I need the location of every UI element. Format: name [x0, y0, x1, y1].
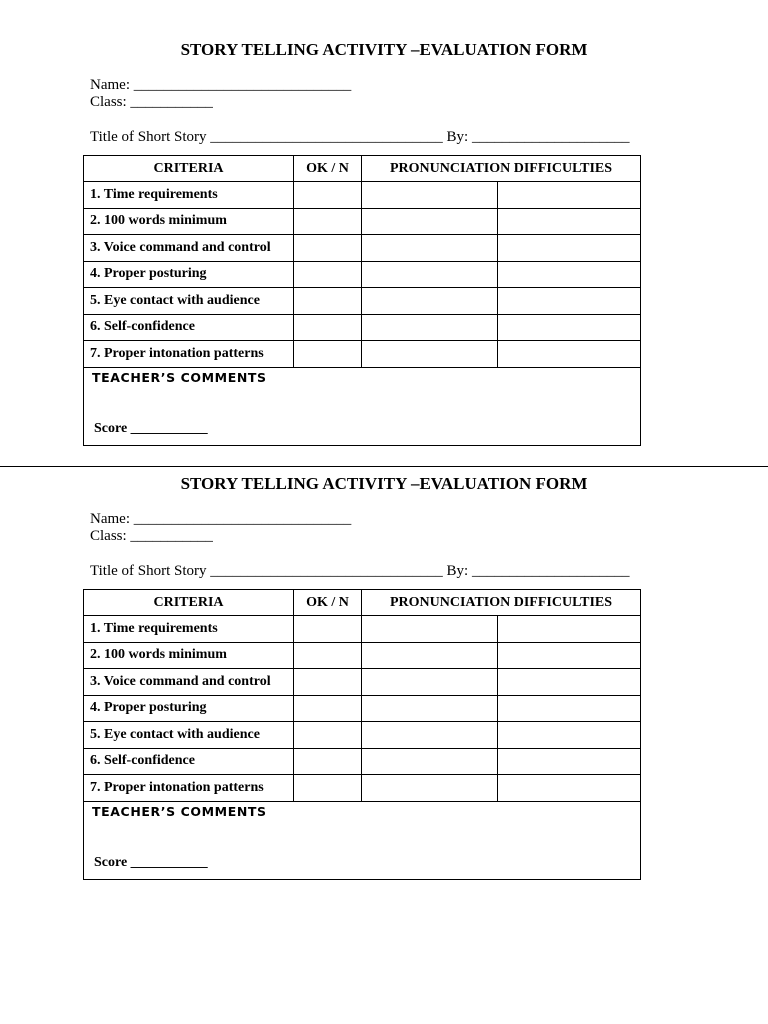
- criterion-label: 3. Voice command and control: [84, 235, 294, 262]
- table-row: [84, 235, 641, 262]
- ok-cell: [294, 314, 362, 341]
- score-field: Score ___________: [94, 854, 208, 870]
- name-field: Name: _____________________________: [90, 77, 352, 93]
- pronunciation-cell: [362, 642, 498, 669]
- pronunciation-cell: [362, 695, 498, 722]
- table-row: [84, 182, 641, 209]
- criterion-label: 4. Proper posturing: [84, 695, 294, 722]
- ok-cell: [294, 182, 362, 209]
- form-title: STORY TELLING ACTIVITY –EVALUATION FORM: [180, 474, 588, 493]
- pronunciation-header: PRONUNCIATION DIFFICULTIES: [362, 590, 641, 616]
- pronunciation-cell: [362, 261, 498, 288]
- criterion-label: 4. Proper posturing: [84, 261, 294, 288]
- criterion-label: 7. Proper intonation patterns: [84, 775, 294, 802]
- ok-header: OK / N: [294, 156, 362, 182]
- criterion-label: 1. Time requirements: [84, 182, 294, 209]
- teacher-comments-label: TEACHER’S COMMENTS: [92, 803, 267, 819]
- table-row: [84, 695, 641, 722]
- name-field: Name: _____________________________: [90, 511, 352, 527]
- pronunciation-cell: [362, 748, 498, 775]
- pronunciation-cell: [498, 261, 641, 288]
- criterion-label: 6. Self-confidence: [84, 748, 294, 775]
- criterion-label: 2. 100 words minimum: [84, 208, 294, 235]
- pronunciation-cell: [362, 235, 498, 262]
- criteria-table: [83, 155, 641, 446]
- table-row: [84, 616, 641, 643]
- criterion-label: 6. Self-confidence: [84, 314, 294, 341]
- criteria-header: CRITERIA: [84, 156, 294, 182]
- criterion-label: 5. Eye contact with audience: [84, 722, 294, 749]
- pronunciation-cell: [498, 314, 641, 341]
- pronunciation-cell: [498, 695, 641, 722]
- table-header-row: [84, 156, 641, 182]
- ok-cell: [294, 616, 362, 643]
- ok-cell: [294, 208, 362, 235]
- criteria-header: CRITERIA: [84, 590, 294, 616]
- ok-cell: [294, 341, 362, 368]
- ok-cell: [294, 748, 362, 775]
- criterion-label: 3. Voice command and control: [84, 669, 294, 696]
- pronunciation-cell: [498, 235, 641, 262]
- page-divider: [0, 466, 768, 467]
- table-header-row: [84, 590, 641, 616]
- teacher-comments-label: TEACHER’S COMMENTS: [92, 369, 267, 385]
- ok-cell: [294, 261, 362, 288]
- pronunciation-cell: [362, 341, 498, 368]
- table-row: [84, 288, 641, 315]
- table-row: [84, 775, 641, 802]
- pronunciation-cell: [498, 775, 641, 802]
- comments-row: [84, 801, 641, 879]
- criterion-label: 1. Time requirements: [84, 616, 294, 643]
- table-row: [84, 642, 641, 669]
- ok-cell: [294, 288, 362, 315]
- class-field: Class: ___________: [90, 528, 213, 544]
- story-title-field: Title of Short Story _______________________________ By: _____________________: [90, 563, 630, 579]
- pronunciation-cell: [362, 616, 498, 643]
- ok-cell: [294, 695, 362, 722]
- ok-cell: [294, 642, 362, 669]
- pronunciation-cell: [498, 341, 641, 368]
- table-row: [84, 341, 641, 368]
- pronunciation-cell: [362, 182, 498, 209]
- table-row: [84, 261, 641, 288]
- comments-cell: [84, 801, 641, 879]
- story-title-field: Title of Short Story _______________________________ By: _____________________: [90, 129, 630, 145]
- pronunciation-cell: [362, 314, 498, 341]
- pronunciation-cell: [498, 722, 641, 749]
- pronunciation-cell: [498, 616, 641, 643]
- form-title: STORY TELLING ACTIVITY –EVALUATION FORM: [180, 40, 588, 59]
- class-field: Class: ___________: [90, 94, 213, 110]
- pronunciation-cell: [362, 669, 498, 696]
- pronunciation-cell: [498, 669, 641, 696]
- pronunciation-cell: [498, 642, 641, 669]
- score-field: Score ___________: [94, 420, 208, 436]
- table-row: [84, 748, 641, 775]
- pronunciation-cell: [362, 775, 498, 802]
- ok-cell: [294, 669, 362, 696]
- pronunciation-cell: [362, 208, 498, 235]
- comments-cell: [84, 367, 641, 445]
- criterion-label: 2. 100 words minimum: [84, 642, 294, 669]
- criteria-table: [83, 589, 641, 880]
- pronunciation-cell: [362, 722, 498, 749]
- ok-cell: [294, 235, 362, 262]
- table-row: [84, 208, 641, 235]
- table-row: [84, 722, 641, 749]
- pronunciation-cell: [362, 288, 498, 315]
- criterion-label: 5. Eye contact with audience: [84, 288, 294, 315]
- criterion-label: 7. Proper intonation patterns: [84, 341, 294, 368]
- table-row: [84, 314, 641, 341]
- ok-cell: [294, 722, 362, 749]
- ok-header: OK / N: [294, 590, 362, 616]
- pronunciation-cell: [498, 288, 641, 315]
- pronunciation-cell: [498, 208, 641, 235]
- pronunciation-header: PRONUNCIATION DIFFICULTIES: [362, 156, 641, 182]
- pronunciation-cell: [498, 748, 641, 775]
- ok-cell: [294, 775, 362, 802]
- pronunciation-cell: [498, 182, 641, 209]
- comments-row: [84, 367, 641, 445]
- table-row: [84, 669, 641, 696]
